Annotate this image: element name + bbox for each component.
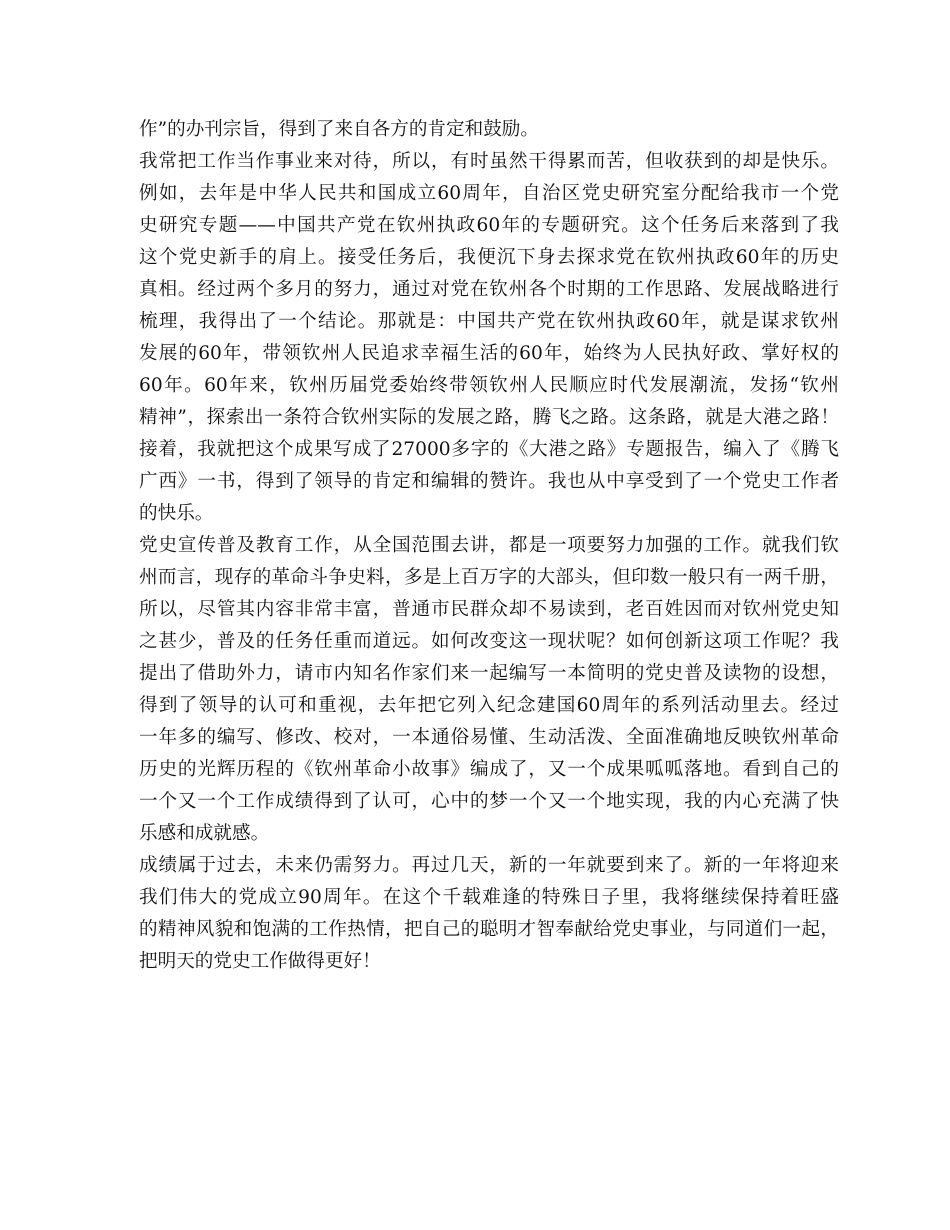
text-line: 的快乐。: [139, 503, 214, 524]
text-line: 一年多的编写、修改、校对，一本通俗易懂、生动活泼、全面准确地反映钦州革命: [139, 727, 839, 748]
paragraph: [139, 850, 839, 978]
text-line: 成绩属于过去，未来仍需努力。再过几天，新的一年就要到来了。新的一年将迎来: [139, 855, 839, 876]
paragraph: [139, 146, 839, 530]
text-line: 一个又一个工作成绩得到了认可，心中的梦一个又一个地实现，我的内心充满了快: [139, 791, 839, 812]
text-line: 的精神风貌和饱满的工作热情，把自己的聪明才智奉献给党史事业，与同道们一起，: [139, 919, 839, 940]
text-line: 接着，我就把这个成果写成了27000多字的《大港之路》专题报告，编入了《腾飞: [139, 439, 839, 460]
text-line: 得到了领导的认可和重视，去年把它列入纪念建国60周年的系列活动里去。经过: [139, 695, 839, 716]
text-line: 州而言，现存的革命斗争史料，多是上百万字的大部头，但印数一般只有一两千册，: [139, 567, 839, 588]
text-line: 60年。60年来，钦州历届党委始终带领钦州人民顺应时代发展潮流，发扬“钦州: [139, 375, 839, 396]
text-line: 我常把工作当作事业来对待，所以，有时虽然干得累而苦，但收获到的却是快乐。: [139, 151, 839, 172]
text-line: 乐感和成就感。: [139, 823, 270, 844]
text-line: 之甚少，普及的任务任重而道远。如何改变这一现状呢？如何创新这项工作呢？我: [139, 631, 839, 652]
text-line: 党史宣传普及教育工作，从全国范围去讲，都是一项要努力加强的工作。就我们钦: [139, 535, 839, 556]
text-line: 所以，尽管其内容非常丰富，普通市民群众却不易读到，老百姓因而对钦州党史知: [139, 599, 839, 620]
text-line: 我们伟大的党成立90周年。在这个千载难逢的特殊日子里，我将继续保持着旺盛: [139, 887, 839, 908]
text-line: 梳理，我得出了一个结论。那就是：中国共产党在钦州执政60年，就是谋求钦州: [139, 311, 839, 332]
text-line: 提出了借助外力，请市内知名作家们来一起编写一本简明的党史普及读物的设想，: [139, 663, 839, 684]
text-line: 精神”，探索出一条符合钦州实际的发展之路，腾飞之路。这条路，就是大港之路！: [139, 407, 839, 428]
text-line: 把明天的党史工作做得更好！: [139, 951, 381, 972]
text-line: 史研究专题——中国共产党在钦州执政60年的专题研究。这个任务后来落到了我: [139, 215, 839, 236]
text-line: 发展的60年，带领钦州人民追求幸福生活的60年，始终为人民执好政、掌好权的: [139, 343, 839, 364]
text-line: 作”的办刊宗旨，得到了来自各方的肯定和鼓励。: [139, 119, 539, 140]
paragraph: [139, 114, 839, 146]
text-line: 历史的光辉历程的《钦州革命小故事》编成了，又一个成果呱呱落地。看到自己的: [139, 759, 839, 780]
paragraph: [139, 530, 839, 850]
body-text: [139, 114, 839, 978]
text-line: 这个党史新手的肩上。接受任务后，我便沉下身去探求党在钦州执政60年的历史: [139, 247, 839, 268]
text-line: 真相。经过两个多月的努力，通过对党在钦州各个时期的工作思路、发展战略进行: [139, 279, 839, 300]
text-line: 广西》一书，得到了领导的肯定和编辑的赞许。我也从中享受到了一个党史工作者: [139, 471, 839, 492]
text-line: 例如，去年是中华人民共和国成立60周年，自治区党史研究室分配给我市一个党: [139, 183, 839, 204]
